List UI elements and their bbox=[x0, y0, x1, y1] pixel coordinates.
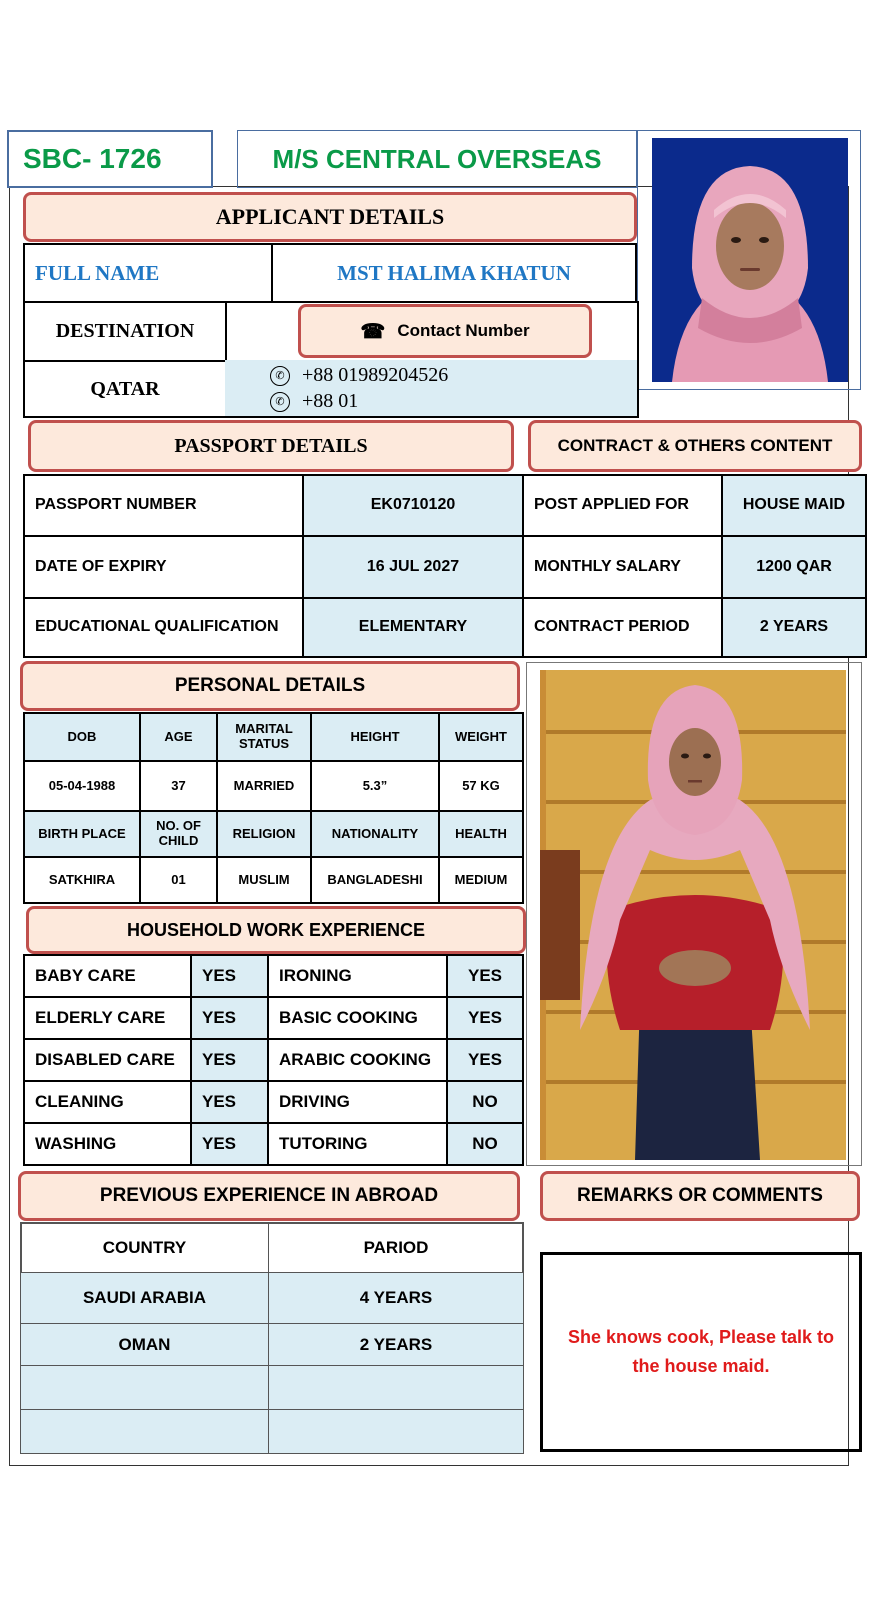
passport-label-2: EDUCATIONAL QUALIFICATION bbox=[23, 597, 304, 658]
contract-value-2: 2 YEARS bbox=[721, 597, 867, 658]
household-val1-4: YES bbox=[190, 1122, 269, 1166]
phone-icon: ☎ bbox=[360, 320, 386, 343]
passport-label-1: DATE OF EXPIRY bbox=[23, 535, 304, 599]
abroad-period-1: 2 YEARS bbox=[268, 1323, 524, 1366]
contact-number-label: Contact Number bbox=[397, 321, 530, 340]
personal-value-dob: 05-04-1988 bbox=[23, 760, 141, 812]
passport-value-0: EK0710120 bbox=[302, 474, 524, 537]
personal-header-marital: MARITAL STATUS bbox=[216, 712, 312, 762]
personal-header-height: HEIGHT bbox=[310, 712, 440, 762]
passport-label-0: PASSPORT NUMBER bbox=[23, 474, 304, 537]
household-skill2-0: IRONING bbox=[267, 954, 448, 998]
personal-value-weight: 57 KG bbox=[438, 760, 524, 812]
remarks-box bbox=[540, 1252, 862, 1452]
household-skill2-4: TUTORING bbox=[267, 1122, 448, 1166]
abroad-period-0: 4 YEARS bbox=[268, 1272, 524, 1324]
contact-number-header bbox=[298, 304, 592, 358]
abroad-col-period: PARIOD bbox=[268, 1222, 524, 1273]
contract-value-0: HOUSE MAID bbox=[721, 474, 867, 537]
agency-name: M/S CENTRAL OVERSEAS bbox=[272, 143, 602, 174]
personal-value-health: MEDIUM bbox=[438, 856, 524, 904]
ref-code-box bbox=[7, 130, 213, 188]
destination-value: QATAR bbox=[23, 360, 227, 418]
passport-value-2: ELEMENTARY bbox=[302, 597, 524, 658]
phone-icon: ✆ bbox=[270, 392, 290, 412]
household-skill2-1: BASIC COOKING bbox=[267, 996, 448, 1040]
abroad-period-2 bbox=[268, 1365, 524, 1410]
abroad-col-country: COUNTRY bbox=[20, 1222, 269, 1273]
personal-header-children: NO. OF CHILD bbox=[139, 810, 218, 858]
contract-label-0: POST APPLIED FOR bbox=[522, 474, 723, 537]
household-val2-4: NO bbox=[446, 1122, 524, 1166]
personal-value-marital: MARRIED bbox=[216, 760, 312, 812]
personal-header-nationality: NATIONALITY bbox=[310, 810, 440, 858]
personal-header-weight: WEIGHT bbox=[438, 712, 524, 762]
personal-value-birthplace: SATKHIRA bbox=[23, 856, 141, 904]
personal-value-children: 01 bbox=[139, 856, 218, 904]
abroad-country-1: OMAN bbox=[20, 1323, 269, 1366]
household-val1-2: YES bbox=[190, 1038, 269, 1082]
contract-label-1: MONTHLY SALARY bbox=[522, 535, 723, 599]
agency-name-box bbox=[237, 130, 637, 188]
abroad-country-3 bbox=[20, 1409, 269, 1454]
household-skill1-4: WASHING bbox=[23, 1122, 192, 1166]
household-skill1-2: DISABLED CARE bbox=[23, 1038, 192, 1082]
contract-details-header: CONTRACT & OTHERS CONTENT bbox=[528, 420, 862, 472]
household-val2-3: NO bbox=[446, 1080, 524, 1124]
household-val1-1: YES bbox=[190, 996, 269, 1040]
personal-header-dob: DOB bbox=[23, 712, 141, 762]
household-val2-0: YES bbox=[446, 954, 524, 998]
household-skill1-3: CLEANING bbox=[23, 1080, 192, 1124]
passport-details-header: PASSPORT DETAILS bbox=[28, 420, 514, 472]
contract-value-1: 1200 QAR bbox=[721, 535, 867, 599]
household-skill1-1: ELDERLY CARE bbox=[23, 996, 192, 1040]
household-experience-header: HOUSEHOLD WORK EXPERIENCE bbox=[26, 906, 526, 954]
household-val1-0: YES bbox=[190, 954, 269, 998]
personal-header-birthplace: BIRTH PLACE bbox=[23, 810, 141, 858]
household-val1-3: YES bbox=[190, 1080, 269, 1124]
household-skill2-2: ARABIC COOKING bbox=[267, 1038, 448, 1082]
household-val2-2: YES bbox=[446, 1038, 524, 1082]
personal-value-nationality: BANGLADESHI bbox=[310, 856, 440, 904]
personal-header-religion: RELIGION bbox=[216, 810, 312, 858]
contact-phone-2: +88 01 bbox=[302, 390, 359, 412]
applicant-full-photo bbox=[540, 670, 846, 1160]
contact-phones bbox=[225, 360, 639, 418]
personal-header-health: HEALTH bbox=[438, 810, 524, 858]
abroad-experience-header: PREVIOUS EXPERIENCE IN ABROAD bbox=[18, 1171, 520, 1221]
ref-code: SBC- 1726 bbox=[23, 143, 162, 174]
contract-label-2: CONTRACT PERIOD bbox=[522, 597, 723, 658]
personal-value-age: 37 bbox=[139, 760, 218, 812]
personal-header-age: AGE bbox=[139, 712, 218, 762]
applicant-details-header: APPLICANT DETAILS bbox=[23, 192, 637, 242]
passport-value-1: 16 JUL 2027 bbox=[302, 535, 524, 599]
household-skill1-0: BABY CARE bbox=[23, 954, 192, 998]
personal-details-header: PERSONAL DETAILS bbox=[20, 661, 520, 711]
full-name-label: FULL NAME bbox=[23, 243, 273, 303]
destination-label: DESTINATION bbox=[23, 301, 227, 362]
personal-value-height: 5.3” bbox=[310, 760, 440, 812]
household-skill2-3: DRIVING bbox=[267, 1080, 448, 1124]
abroad-period-3 bbox=[268, 1409, 524, 1454]
personal-value-religion: MUSLIM bbox=[216, 856, 312, 904]
abroad-country-2 bbox=[20, 1365, 269, 1410]
abroad-country-0: SAUDI ARABIA bbox=[20, 1272, 269, 1324]
household-val2-1: YES bbox=[446, 996, 524, 1040]
contact-phone-1: +88 01989204526 bbox=[302, 364, 449, 386]
remarks-text: She knows cook, Please talk to the house maid. bbox=[567, 1327, 835, 1376]
applicant-portrait-photo bbox=[652, 138, 848, 382]
full-name-value: MST HALIMA KHATUN bbox=[271, 243, 637, 303]
remarks-header: REMARKS OR COMMENTS bbox=[540, 1171, 860, 1221]
phone-icon: ✆ bbox=[270, 366, 290, 386]
